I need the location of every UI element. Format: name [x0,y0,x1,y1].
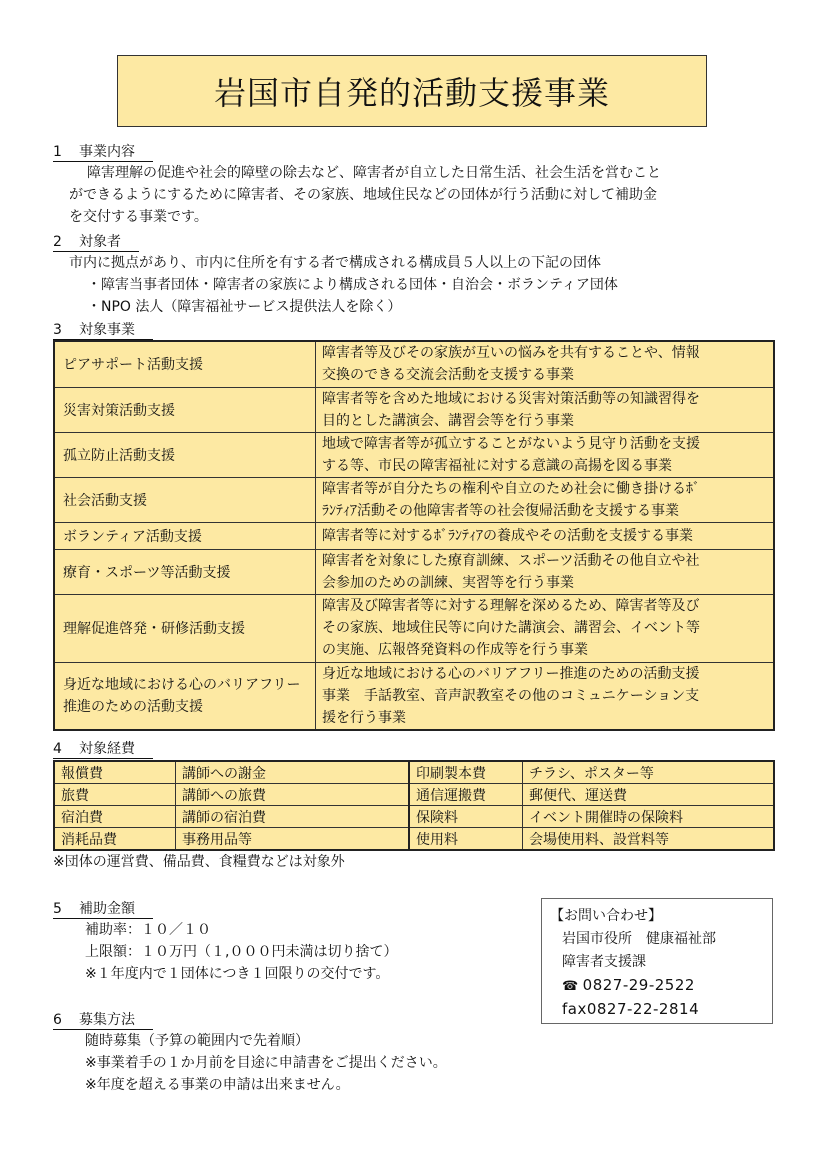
section-business-content [53,142,783,228]
project-name: 理解促進啓発・研修活動支援 [54,594,316,662]
section-number: 1 [53,144,62,160]
table-row [54,522,774,549]
contact-box [541,898,773,1024]
description-line: その家族、地域住民等に向けた講演会、講習会、イベント等 [322,620,700,636]
description-line: 障害及び障害者等に対する理解を深めるため、障害者等及び [322,598,700,614]
table-row [54,477,774,522]
expense-item: 保険料 [409,806,523,828]
table-row [54,761,774,784]
project-description [316,341,775,387]
section-text-line: 上限額：１０万円（１,０００円未満は切り捨て） [85,944,398,960]
page-title: 岩国市自発的活動支援事業 [117,55,707,127]
bullet-item: ・NPO 法人（障害福祉サービス提供法人を除く） [87,299,402,315]
expense-example: 講師の宿泊費 [176,806,410,828]
expense-example: 講師への謝金 [176,761,410,784]
section-text-line: 障害理解の促進や社会的障壁の除去など、障害者が自立した日常生活、社会生活を営むこと [87,165,661,181]
description-line: 交換のできる交流会活動を支援する事業 [322,367,574,384]
section-title: 補助金額 [79,901,135,917]
target-projects-table [53,340,775,731]
expense-example: 講師への旅費 [176,784,410,806]
description-line: 身近な地域における心のバリアフリー推進のための活動支援 [322,665,700,682]
section-title: 募集方法 [79,1012,135,1028]
section-text-line: ができるようにするために障害者、その家族、地域住民などの団体が行う活動に対して補助金 [69,187,657,203]
project-description [316,387,775,432]
description-line: 事業 手話教室、音声訳教室その他のコミュニケーション支 [322,687,700,704]
project-name: ボランティア活動支援 [54,522,316,549]
section-number: 5 [53,901,62,917]
section-heading [53,900,153,919]
section-heading [53,321,153,340]
section-text-line: ※１年度内で１団体につき１回限りの交付です。 [85,966,390,982]
section-text-line: 補助率：１０／１０ [85,922,211,938]
project-name: 孤立防止活動支援 [54,432,316,477]
contact-department: 障害者支援課 [562,954,646,970]
project-description [316,432,775,477]
table-row [54,387,774,432]
section-number: 6 [53,1012,62,1028]
expense-item: 消耗品費 [54,828,176,851]
description-line: 援を行う事業 [322,709,406,726]
description-line: 障害者を対象にした療育訓練、スポーツ活動その他自立や社 [322,552,700,569]
description-line: 障害者等が自分たちの権利や自立のため社会に働き掛けるﾎﾞ [322,480,700,497]
description-line: 目的とした講演会、講習会等を行う事業 [322,412,574,429]
description-line: 障害者等及びその家族が互いの悩みを共有することや、情報 [322,345,700,362]
section-subsidy-amount [53,899,513,985]
expense-example: 郵便代、運送費 [523,784,775,806]
section-title: 事業内容 [79,144,135,160]
project-description [316,522,775,549]
section-eligibility [53,232,783,318]
contact-fax: fax0827-22-2814 [562,1000,700,1018]
section-title: 対象事業 [79,322,135,338]
section-number: 4 [53,741,62,757]
expense-item: 通信運搬費 [409,784,523,806]
description-line: 障害者等を含めた地域における災害対策活動等の知識習得を [322,390,700,407]
expenses-note: ※団体の運営費、備品費、食糧費などは対象外 [53,854,345,870]
section-heading [53,1011,153,1030]
section-heading [53,740,153,759]
table-row [54,828,774,851]
section-target-projects-heading [53,320,153,340]
project-description [316,549,775,594]
expense-item: 旅費 [54,784,176,806]
table-row [54,784,774,806]
table-row [54,594,774,662]
section-text-line: ※年度を超える事業の申請は出来ません。 [85,1077,350,1093]
project-description [316,594,775,662]
project-name: 療育・スポーツ等活動支援 [54,549,316,594]
description-line: 地域で障害者等が孤立することがないよう見守り活動を支援 [322,435,700,452]
contact-heading: 【お問い合わせ】 [550,908,662,924]
section-number: 3 [53,322,62,338]
project-description [316,662,775,730]
expense-example: チラシ、ポスター等 [523,761,775,784]
expense-example: 会場使用料、設営料等 [523,828,775,851]
contact-phone-line [550,974,764,998]
expense-item: 印刷製本費 [409,761,523,784]
phone-icon: ☎ [562,979,579,994]
section-text-line: 随時募集（予算の範囲内で先着順） [85,1033,309,1049]
description-line: する等、市民の障害福祉に対する意識の高揚を図る事業 [322,457,672,474]
target-expenses-table [53,760,775,851]
section-target-expenses-heading [53,739,153,759]
section-application-method [53,1010,553,1096]
description-line: ﾗﾝﾃｨｱ活動その他障害者等の社会復帰活動を支援する事業 [322,502,679,519]
table-row [54,806,774,828]
contact-organization: 岩国市役所 健康福祉部 [562,931,716,947]
section-title: 対象者 [79,234,121,250]
section-text-line: 市内に拠点があり、市内に住所を有する者で構成される構成員５人以上の下記の団体 [69,255,601,271]
project-name: ピアサポート活動支援 [54,341,316,387]
description-line: 障害者等に対するﾎﾞﾗﾝﾃｨｱの養成やその活動を支援する事業 [322,527,693,544]
table-row [54,432,774,477]
description-line: 会参加のための訓練、実習等を行う事業 [322,574,574,591]
contact-phone[interactable]: 0827-29-2522 [582,976,695,994]
table-row [54,341,774,387]
bullet-item: ・障害当事者団体・障害者の家族により構成される団体・自治会・ボランティア団体 [87,277,618,293]
project-name: 身近な地域における心のバリアフリー推進のための活動支援 [54,662,316,730]
expense-example: 事務用品等 [176,828,410,851]
section-text-line: ※事業着手の１か月前を目途に申請書をご提出ください。 [85,1055,447,1071]
section-heading [53,143,153,162]
project-name: 社会活動支援 [54,477,316,522]
section-heading [53,233,139,252]
project-name: 災害対策活動支援 [54,387,316,432]
expense-example: イベント開催時の保険料 [523,806,775,828]
section-title: 対象経費 [79,741,135,757]
table-row [54,549,774,594]
expense-item: 宿泊費 [54,806,176,828]
expense-item: 使用料 [409,828,523,851]
expense-item: 報償費 [54,761,176,784]
project-description [316,477,775,522]
description-line: の実施、広報啓発資料の作成等を行う事業 [322,642,588,658]
table-row [54,662,774,730]
section-number: 2 [53,234,62,250]
section-text-line: を交付する事業です。 [69,209,208,225]
